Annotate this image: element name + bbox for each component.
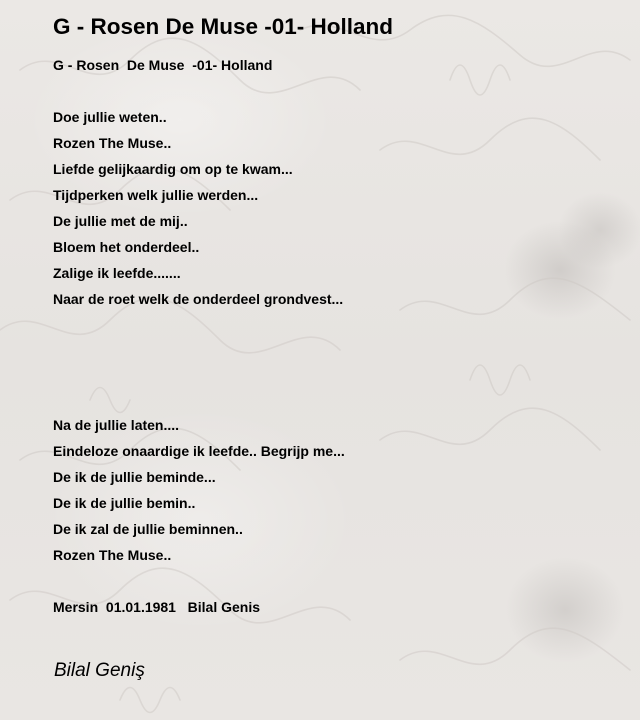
poem-line: Liefde gelijkaardig om op te kwam... [53, 161, 293, 177]
poem-line: De ik zal de jullie beminnen.. [53, 521, 243, 537]
author-name: Bilal Geniş [54, 660, 145, 681]
poem-title: G - Rosen De Muse -01- Holland [53, 14, 394, 39]
poem-line: Na de jullie laten.... [53, 417, 180, 433]
poem-line: De jullie met de mij.. [53, 213, 188, 229]
poem-line: Tijdperken welk jullie werden... [53, 187, 259, 203]
poem-stanza-2 [53, 412, 345, 568]
poem-line: Bloem het onderdeel.. [53, 239, 200, 255]
poem-line: Doe jullie weten.. [53, 109, 167, 125]
poem-line: Rozen The Muse.. [53, 547, 172, 563]
poem-line: Zalige ik leefde....... [53, 265, 181, 281]
poem-line: Rozen The Muse.. [53, 135, 172, 151]
poem-line: De ik de jullie bemin.. [53, 495, 196, 511]
poem-line: Naar de roet welk de onderdeel grondvest... [53, 291, 344, 307]
poem-subtitle: G - Rosen De Muse -01- Holland [53, 57, 273, 73]
poem-dateline: Mersin 01.01.1981 Bilal Genis [53, 599, 260, 615]
poem-line: De ik de jullie beminde... [53, 469, 216, 485]
poem-stanza-1 [53, 104, 343, 312]
poem-line: Eindeloze onaardige ik leefde.. Begrijp me... [53, 443, 345, 459]
